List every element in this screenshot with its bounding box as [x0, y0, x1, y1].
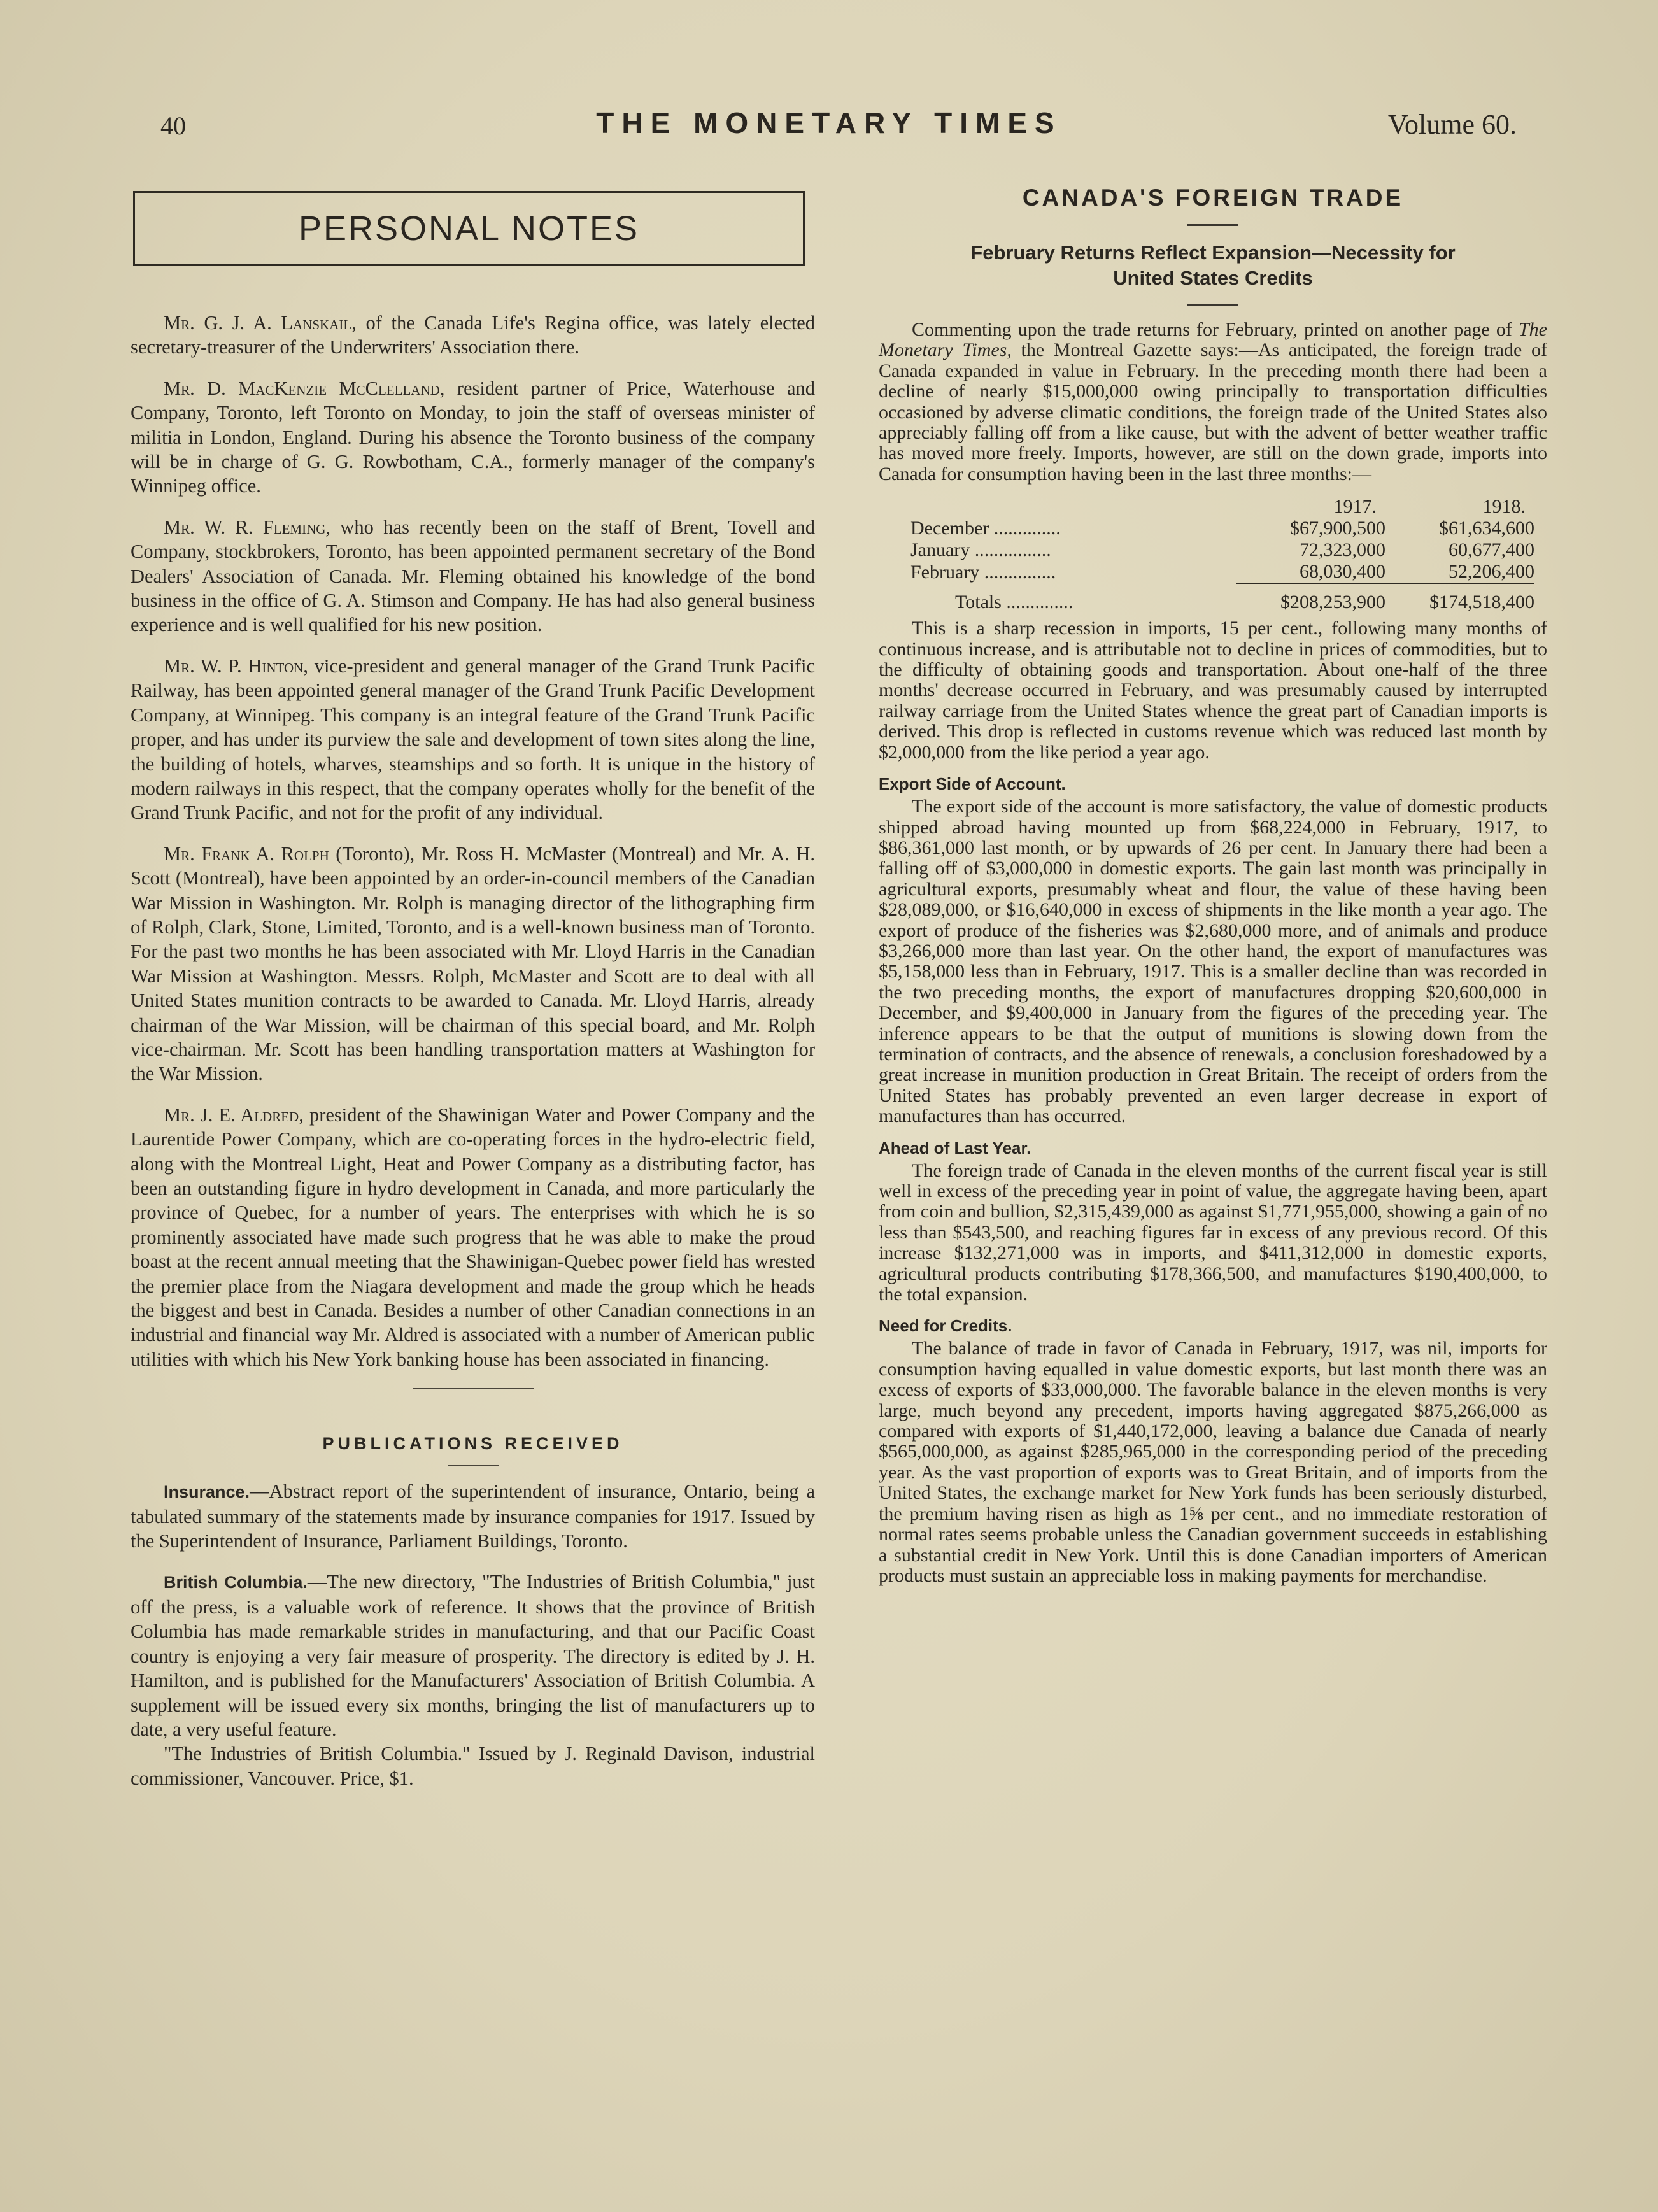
total-1917: $208,253,900 [1236, 583, 1385, 613]
title-rule [1187, 224, 1238, 226]
note-text: vice-president and general manager of the Grand Trunk Pacific Railway, has been appointed general manager of the Grand Trunk Pacific Development Company, at Winnipeg. This company is an integral feature of the Grand Trunk Pacific proper, and has under its purview the sale and development of town sites along the line, the building of hotels, wharves, steamships and so forth. It is unique in the history of modern railways in this respect, that the company operates wholly for the benefit of the Grand Trunk Pacific, and not for the profit of any individual. [131, 655, 815, 824]
left-column [131, 178, 815, 1807]
publication-text: —Abstract report of the superintendent of insurance, Ontario, being a tabulated summary of the statements made by insurance companies for 1917. Issued by the Superintendent of Insurance, Parliament Buildings, Toronto. [131, 1480, 815, 1552]
section-subhead: Need for Credits. [879, 1316, 1012, 1336]
publication-name: The Monetary Times [879, 319, 1547, 361]
publication-label: British Columbia. [164, 1573, 308, 1592]
publication-item [131, 1479, 815, 1553]
column-header-1917: 1917. [1333, 496, 1377, 518]
note-person-name: Mr. W. P. Hinton, [164, 655, 308, 677]
section-subhead: Ahead of Last Year. [879, 1138, 1031, 1158]
publication-item [131, 1570, 815, 1741]
publication-text: —The new directory, "The Industries of British Columbia," just off the press, is a valuable work of reference. It shows that the province of British Columbia has made remarkable strides in manufacturing, and that our Pacific Coast country is enjoying a very fair measure of prosperity. The directory is edited by J. H. Hamilton, and is published for the Manufacturers' Association of British Columbia. A supplement will be issued every six months, bringing the list of manufacturers up to date, a very useful feature. [131, 1571, 816, 1740]
value-1918: 60,677,400 [1449, 539, 1534, 561]
article-paragraph: The foreign trade of Canada in the eleven months of the current fiscal year is still well in excess of the preceding year in point of value, the aggregate having been, apart from coin and bullion, $2,315,439,000 as against $1,771,955,000, showing a gain of no less than $543,500, and reaching figures far in excess of any previous record. Of this increase $132,271,000 was in imports, and $411,312,000 in domestic exports, agricultural products contributing $178,366,500, and manufactures $190,400,000, to the total expansion. [879, 1159, 1547, 1305]
article-paragraph: The balance of trade in favor of Canada in February, 1917, was nil, imports for consumption having equalled in value domestic exports, but last month there was an excess of exports of $33,000,000. The favorable balance in the eleven months is very large, much beyond any precedent, imports having aggregated $875,266,000 as compared with exports of $1,440,172,000, leaving a balance due Canada of nearly $565,000,000, as against $285,965,000 in the corresponding period of the preceding year. As the vast proportion of exports was to Great Britain, and of imports from the United States, the exchange market for New York funds has been seriously disturbed, the premium having risen as high as 1⅝ per cent., and no immediate restoration of normal rates seems probable unless the Canadian government succeeds in establishing a substantial credit in New York. Until this is done Canadian importers of American products must sustain an appreciable loss in making payments for merchandise. [879, 1338, 1547, 1586]
value-1917: 72,323,000 [1300, 539, 1385, 561]
personal-note [131, 515, 815, 637]
intro-text: , the Montreal Gazette says:—As anticipated, the foreign trade of Canada expanded in value in February. In the preceding month there had been a decline of nearly $15,000,000 owing principally to transportation difficulties occasioned by adverse climatic conditions, the foreign trade of the United States also appreciably falling off from a like cause, but with the advent of better weather traffic has moved more freely. Imports, however, are still on the down grade, imports into Canada for consumption having been in the last three months:— [879, 339, 1547, 485]
publication-label: Insurance. [164, 1482, 250, 1502]
note-text: resident partner of Price, Waterhouse and Company, Toronto, left Toronto on Monday, to join the staff of overseas minister of militia in London, England. During his absence the Toronto business of the company will be in charge of G. G. Rowbotham, C.A., formerly manager of the company's Winnipeg office. [131, 377, 815, 497]
heading-rule [448, 1465, 499, 1466]
intro-text: Commenting upon the trade returns for February, printed on another page of [912, 319, 1519, 340]
personal-note [131, 376, 815, 499]
note-text: president of the Shawinigan Water and Power Company and the Laurentide Power Company, which are co-operating forces in the hydro-electric field, along with the Montreal Light, Heat and Power Company as a distributing factor, has been an outstanding figure in hydro development in Canada, and more particularly the province of Quebec, for a number of years. The enterprises with which he is so prominently associated have made such progress that he was able to make the proud boast at the recent annual meeting that the Shawinigan-Quebec power field has wrested the premier place from the Niagara development and made the group which he heads the biggest and best in Canada. Besides a number of other Canadian connections in an industrial and financial way Mr. Aldred is associated with a number of American public utilities with which his New York banking house has been associated in financing. [131, 1103, 815, 1370]
page-header [0, 102, 1658, 146]
column-header-1918: 1918. [1482, 496, 1526, 518]
imports-table [910, 496, 1534, 613]
note-text: of the Canada Life's Regina office, was lately elected secretary-treasurer of the Underwriters' Association there. [131, 312, 815, 358]
personal-notes-title: PERSONAL NOTES [298, 209, 640, 248]
publication-citation: "The Industries of British Columbia." Issued by J. Reginald Davison, industrial commissioner, Vancouver. Price, $1. [131, 1743, 815, 1789]
personal-notes-title-box [133, 191, 805, 266]
page-number: 40 [160, 111, 186, 140]
table-row [910, 539, 1534, 561]
table-row [910, 561, 1534, 583]
personal-note [131, 654, 815, 825]
month-label: February ............... [910, 561, 1056, 583]
value-1918: 52,206,400 [1449, 561, 1534, 583]
note-person-name: Mr. Frank A. Rolph [164, 842, 329, 865]
totals-row [910, 583, 1534, 613]
personal-note [131, 842, 815, 1086]
section-divider [413, 1388, 534, 1389]
article-subtitle-line-2: United States Credits [1113, 267, 1313, 289]
month-label: January ................ [910, 539, 1051, 561]
journal-title: THE MONETARY TIMES [596, 106, 1062, 139]
article-paragraph: The export side of the account is more satisfactory, the value of domestic products shipped abroad having mounted up from $68,224,000 in February, 1917, to $86,361,000 last month, or by upwards of 26 per cent. In January there had been a falling off of $3,000,000 in domestic exports. The gain last month was principally in agricultural exports, presumably wheat and flour, the value of these having been $28,089,000, or $16,640,000 in excess of shipments in the like month a year ago. The export of produce of the fisheries was $2,680,000 more, and of animals and produce $3,266,000 more than last year. On the other hand, the export of manufactures was $5,158,000 less than in February, 1917. This is a smaller decline than was recorded in the two preceding months, the export of manufactures dropping $20,600,000 in December, and $9,400,000 in January from the figures of the preceding year. The inference appears to be that the output of munitions is slowing down from the termination of contracts, and the absence of renewals, a conclusion foreshadowed by a great increase in munition production in Great Britain. The receipt of orders from the United States has probably prevented an even larger decrease in export of manufactures than has occurred. [879, 796, 1547, 1127]
personal-note [131, 1103, 815, 1372]
section-subhead: Export Side of Account. [879, 774, 1066, 794]
note-person-name: Mr. W. R. Fleming, [164, 516, 331, 538]
article-paragraph: This is a sharp recession in imports, 15 per cent., following many months of continuous increase, and is attributable not to decline in prices of commodities, but to the difficulty of obtaining goods and transportation. About one-half of the three months' decrease occurred in February, and was presumably caused by interrupted railway carriage from the United States whence the great part of Canadian imports is derived. This drop is reflected in customs revenue which was reduced last month by $2,000,000 from the like period a year ago. [879, 618, 1547, 763]
value-1917: 68,030,400 [1300, 561, 1385, 583]
note-person-name: Mr. J. E. Aldred, [164, 1103, 304, 1126]
subtitle-rule [1187, 304, 1238, 306]
value-1918: $61,634,600 [1439, 518, 1534, 539]
value-1917: $67,900,500 [1290, 518, 1385, 539]
article-intro [879, 320, 1547, 485]
totals-label: Totals .............. [955, 591, 1073, 613]
note-text: (Toronto), Mr. Ross H. McMaster (Montreal) and Mr. A. H. Scott (Montreal), have been appointed by an order-in-council members of the Canadian War Mission in Washington. Mr. Rolph is managing director of the lithographing firm of Rolph, Clark, Stone, Limited, Toronto, and is a well-known business man of Toronto. For the past two months he has been associated with Mr. Lloyd Harris in the Canadian War Mission at Washington. Messrs. Rolph, McMaster and Scott are to deal with all United States munition contracts to be awarded to Canada. Mr. Lloyd Harris, already chairman of the War Mission, will be chairman of this special board, and Mr. Rolph vice-chairman. Mr. Scott has been handling transportation matters at Washington for the War Mission. [131, 842, 816, 1085]
right-column [879, 178, 1547, 1586]
table-header-row [910, 496, 1534, 518]
article-title: CANADA'S FOREIGN TRADE [1022, 185, 1404, 211]
total-1918: $174,518,400 [1385, 583, 1534, 613]
personal-note [131, 311, 815, 360]
note-person-name: Mr. D. MacKenzie McClelland, [164, 377, 445, 399]
note-text: who has recently been on the staff of Brent, Tovell and Company, stockbrokers, Toronto, has been appointed permanent secretary of the Bond Dealers' Association of Canada. Mr. Fleming obtained his knowledge of the bond business in the office of G. A. Stimson and Company. He has had also general business experience and is well qualified for his new position. [131, 516, 815, 636]
article-subtitle-line-1: February Returns Reflect Expansion—Necessity for [970, 241, 1456, 264]
volume-label: Volume 60. [1387, 109, 1517, 140]
article-subtitle [879, 240, 1547, 291]
publications-heading: PUBLICATIONS RECEIVED [322, 1434, 623, 1454]
table-row [910, 518, 1534, 539]
note-person-name: Mr. G. J. A. Lanskail, [164, 312, 357, 334]
month-label: December .............. [910, 518, 1061, 539]
